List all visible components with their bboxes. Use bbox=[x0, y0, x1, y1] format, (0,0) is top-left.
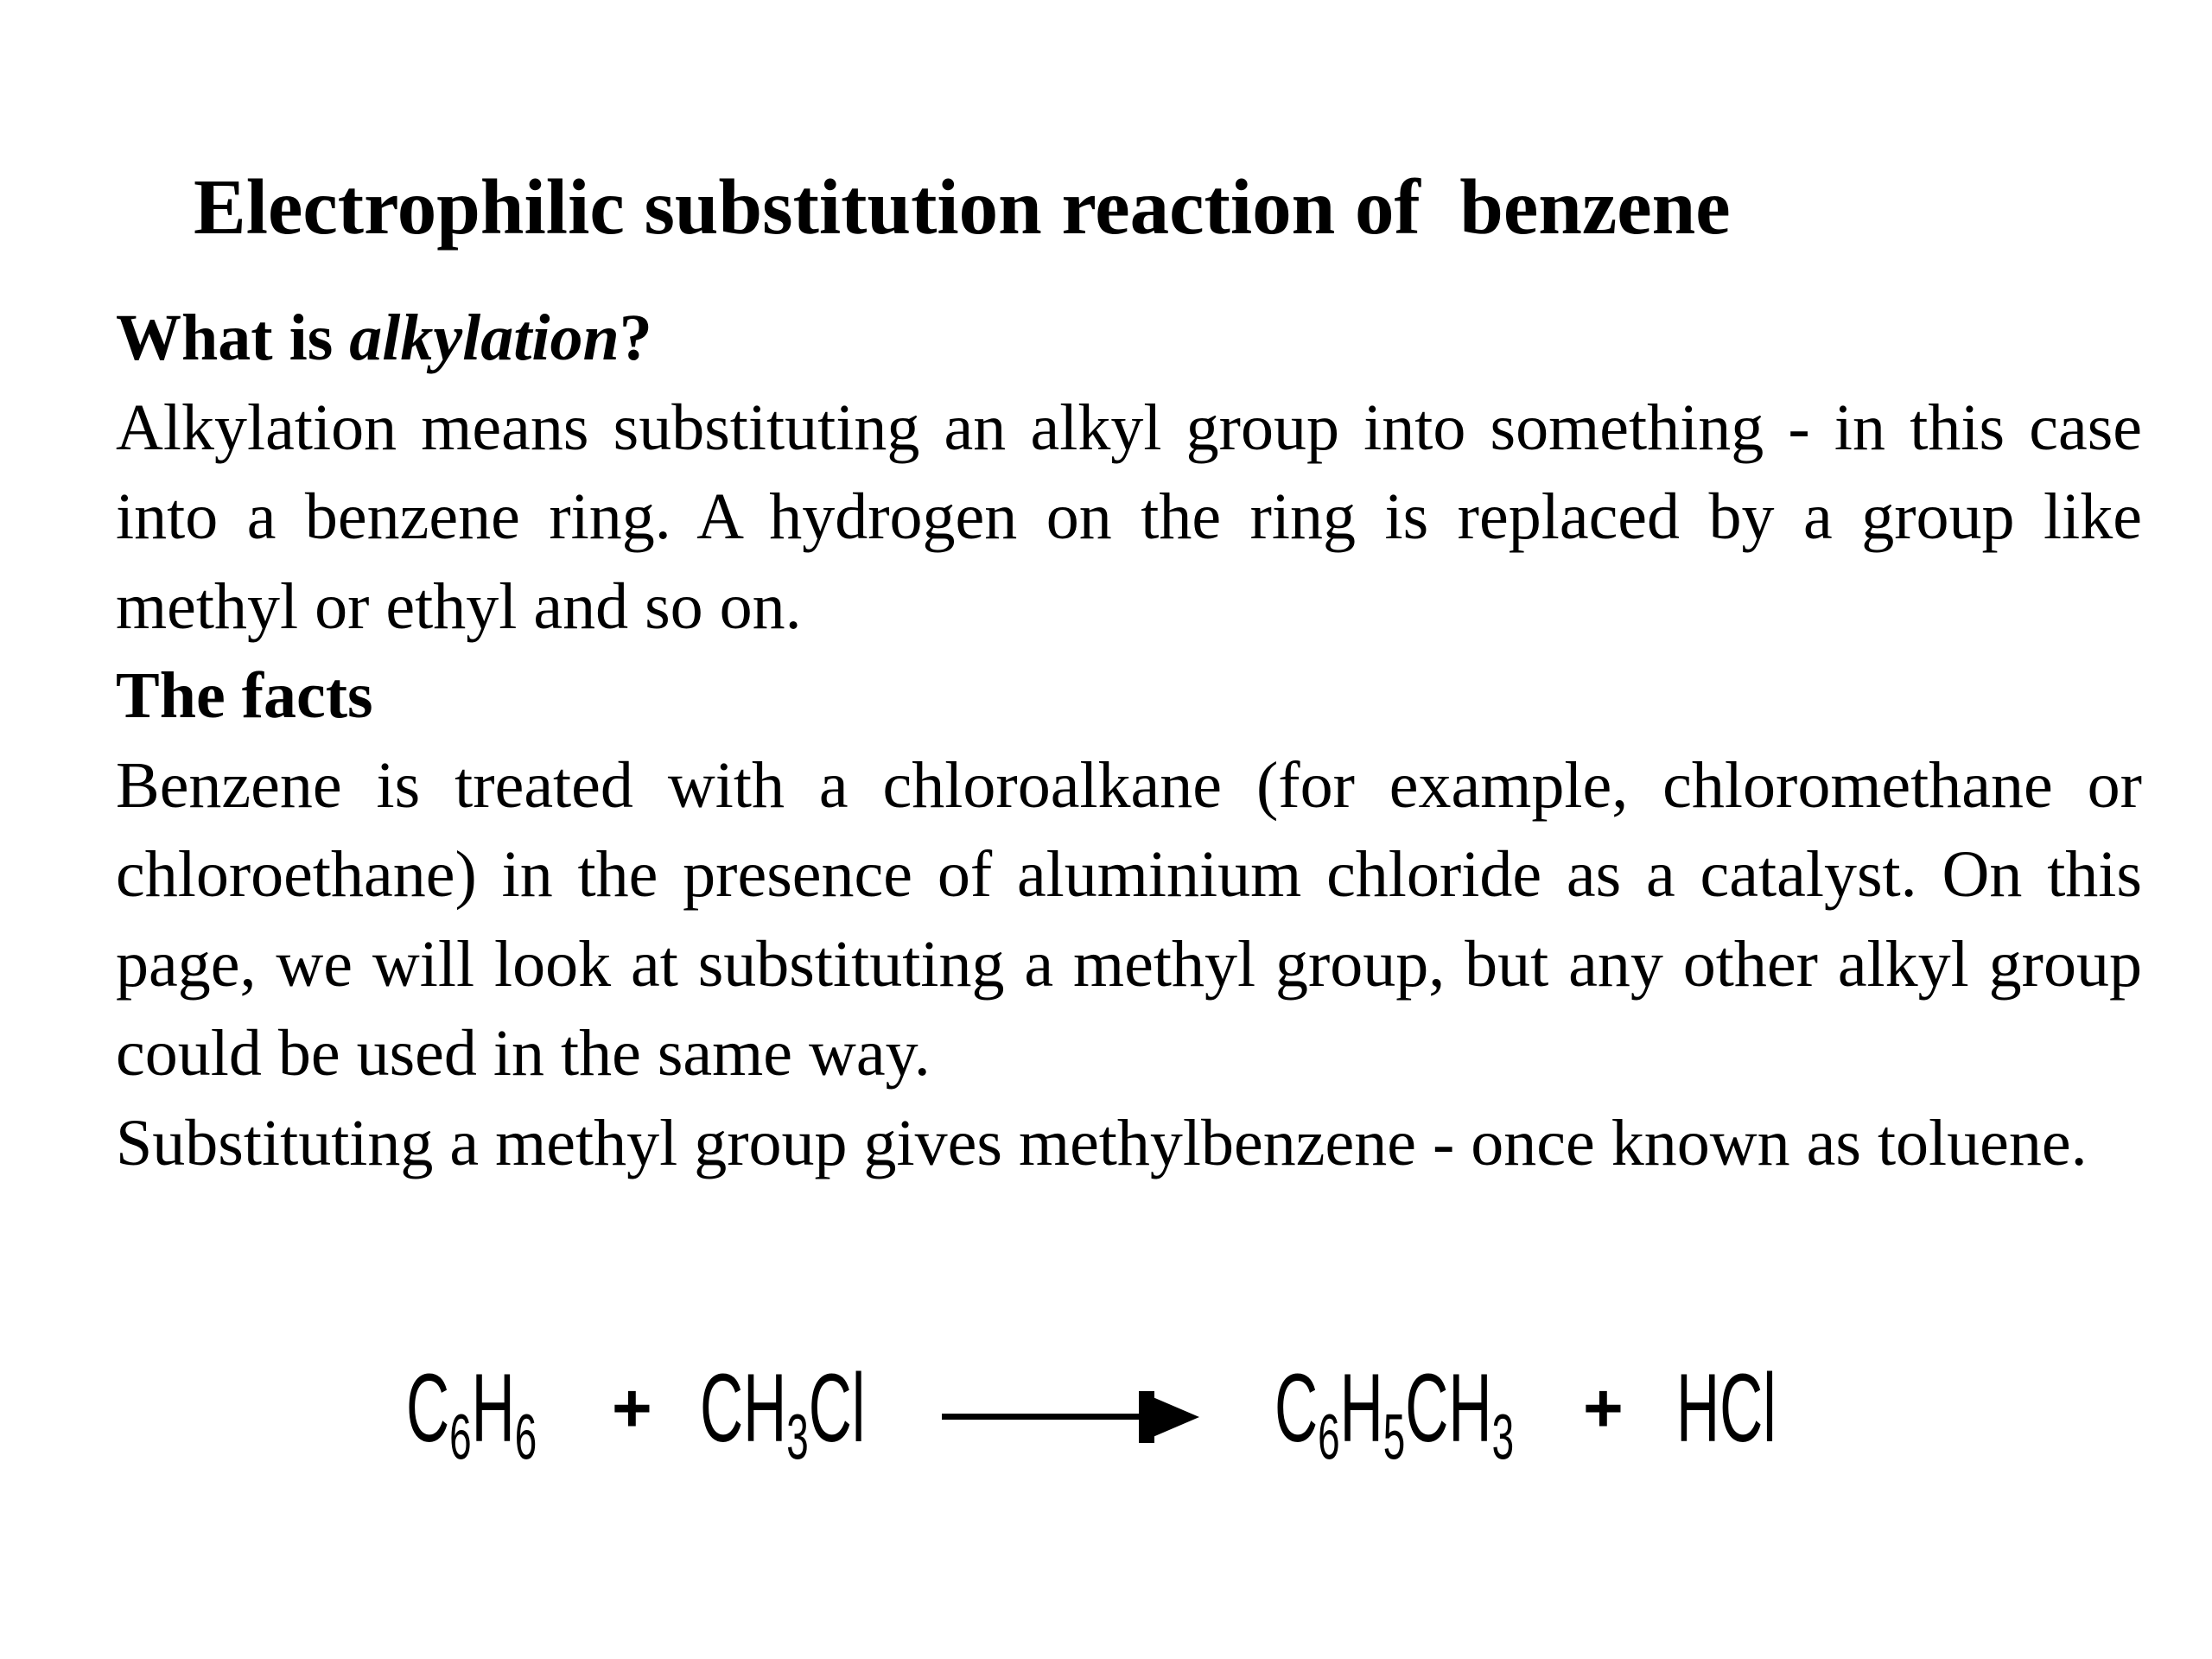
page-title: Electrophilic substitution reaction of benzene bbox=[194, 163, 1731, 251]
reaction-equation bbox=[406, 1331, 1875, 1486]
slide-body bbox=[116, 294, 2142, 1188]
alkylation-definition-paragraph: Alkylation means substituting an alkyl group into something - in this case into a benzene ring. A hydrogen on the ring is replaced by a group like methyl or ethyl and so on. bbox=[116, 391, 2142, 643]
plus-sign: + bbox=[1583, 1370, 1624, 1446]
facts-paragraph-1: Benzene is treated with a chloroalkane (for example, chloromethane or chloroethane) in the presence of aluminium chloride as a catalyst. On this page, we will look at substituting a methyl group, but any other alkyl group could be used in the same way. bbox=[116, 748, 2142, 1090]
product-hcl: HCl bbox=[1676, 1354, 1777, 1462]
heading-prefix: What is bbox=[116, 302, 350, 374]
section-heading-alkylation bbox=[116, 294, 2142, 384]
heading-suffix: ? bbox=[619, 302, 652, 374]
reaction-arrow-icon bbox=[942, 1376, 1201, 1459]
plus-sign: + bbox=[612, 1370, 652, 1446]
heading-italic-term: alkylation bbox=[349, 302, 620, 374]
reactant-benzene: $C_6H_6$ bbox=[406, 1354, 537, 1473]
product-methylbenzene: $C_6H_5CH_3$ bbox=[1274, 1354, 1515, 1473]
reactant-chloromethane: $CH_3Cl$ bbox=[700, 1354, 866, 1473]
facts-paragraph-2: Substituting a methyl group gives methylbenzene - once known as toluene. bbox=[116, 1106, 2088, 1179]
section-heading-facts: The facts bbox=[116, 659, 373, 732]
